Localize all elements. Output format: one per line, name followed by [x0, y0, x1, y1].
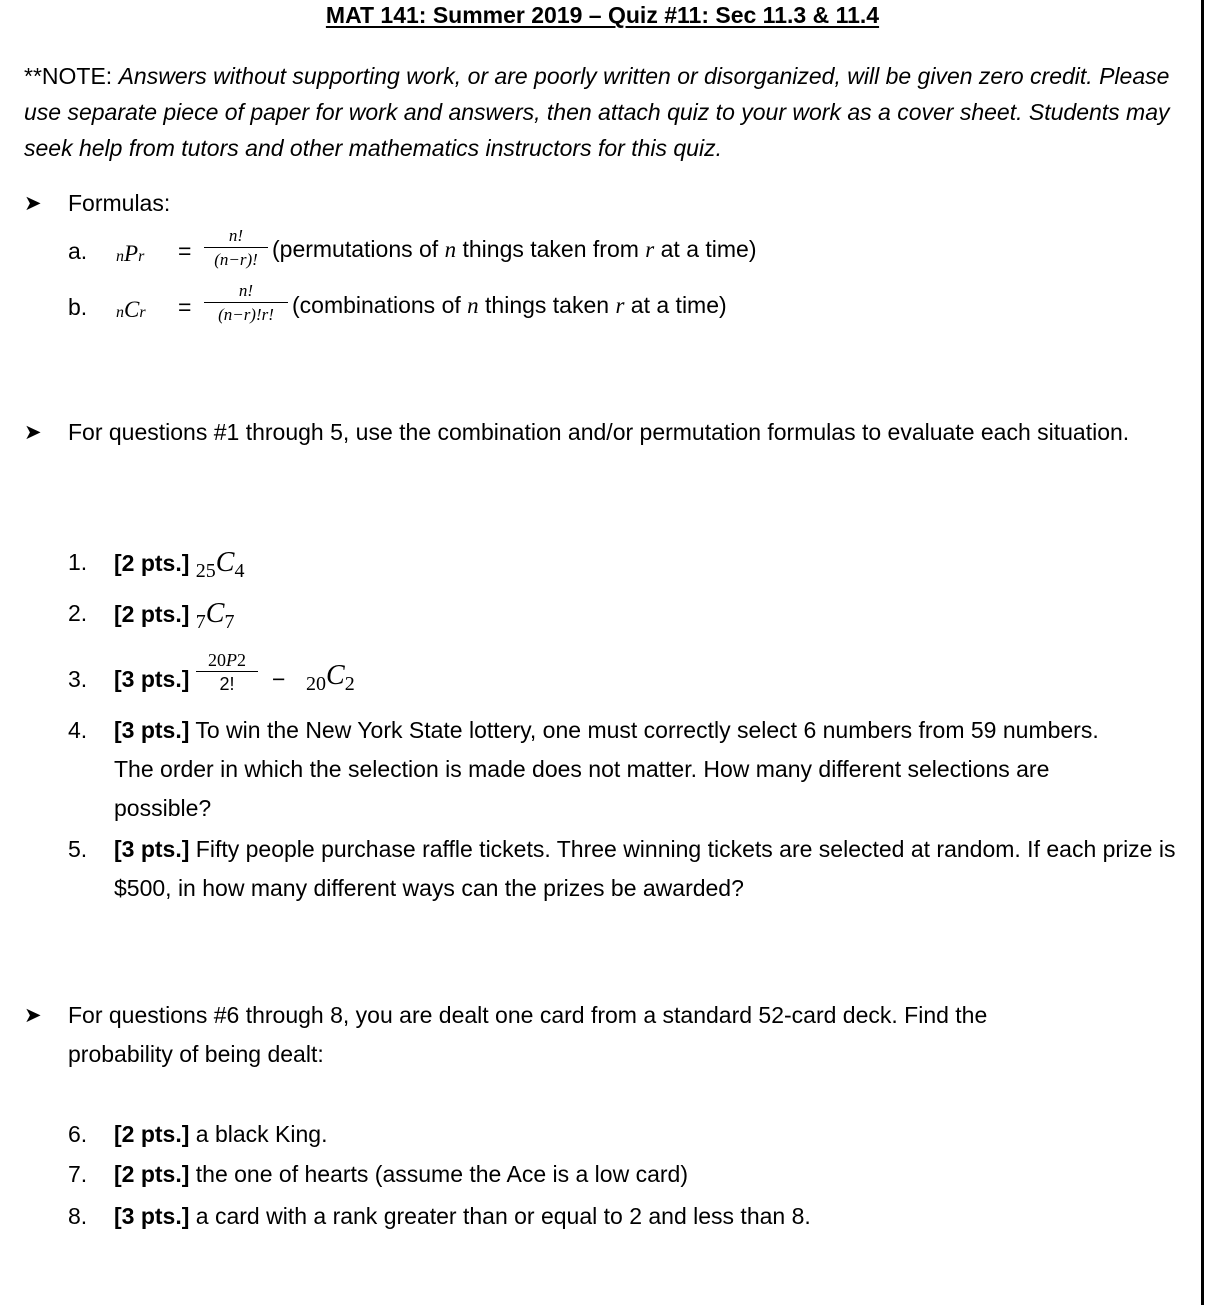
question-7: 7. [2 pts.] the one of hearts (assume the Ace is a low card)	[68, 1161, 688, 1187]
question-5: 5. [3 pts.] Fifty people purchase raffle tickets. Three winning tickets are selected at random. If each prize is $500, in how many different ways can the prizes be awarded?	[68, 836, 1176, 901]
note-paragraph	[24, 58, 1199, 166]
question-3-fraction: 20P2 2!	[196, 650, 258, 694]
question-6: 6. [2 pts.] a black King.	[68, 1121, 328, 1147]
formula-b-description: (combinations of n things taken r at a time)	[292, 292, 727, 318]
page-border-right	[1201, 0, 1204, 1305]
formula-b-equals: =	[178, 294, 192, 320]
question-3-combination: 20C2	[306, 660, 355, 695]
formula-a-fraction: n! (n−r)!	[204, 226, 268, 270]
arrowhead-bullet-icon: ➤	[24, 421, 42, 444]
formula-a-lhs: nPr	[116, 241, 145, 266]
formula-a-equals: =	[178, 238, 192, 264]
arrowhead-bullet-icon: ➤	[24, 192, 42, 215]
formula-a-description: (permutations of n things taken from r at a time)	[272, 236, 757, 262]
question-3-minus: −	[272, 666, 286, 692]
question-3-points: [3 pts.]	[114, 666, 190, 692]
formulas-heading: Formulas:	[68, 190, 171, 216]
question-1: 1. [2 pts.] 25C4	[68, 547, 245, 582]
formula-a-label: a.	[68, 238, 88, 264]
formula-b-label: b.	[68, 294, 88, 320]
question-2: 2. [2 pts.] 7C7	[68, 598, 235, 633]
arrowhead-bullet-icon: ➤	[24, 1004, 42, 1027]
formula-b-fraction: n! (n−r)!r!	[204, 281, 288, 325]
note-body: Answers without supporting work, or are poorly written or disorganized, will be given zero credit. Please use separate piece of paper for work and answers, then attach quiz to your work as a cover sheet. Students may seek help from tutors and other mathematics instructors for this quiz.	[24, 63, 1170, 161]
question-8: 8. [3 pts.] a card with a rank greater than or equal to 2 and less than 8.	[68, 1203, 811, 1229]
question-3-number: 3.	[68, 666, 88, 692]
question-4: 4. [3 pts.] To win the New York State lottery, one must correctly select 6 numbers from 59 numbers. The order in which the selection is made does not matter. How many different selections are possible?	[68, 717, 1099, 821]
page-title: MAT 141: Summer 2019 – Quiz #11: Sec 11.3 & 11.4	[325, 2, 880, 28]
note-prefix: **NOTE:	[24, 63, 119, 89]
formula-b-lhs: nCr	[116, 297, 146, 322]
